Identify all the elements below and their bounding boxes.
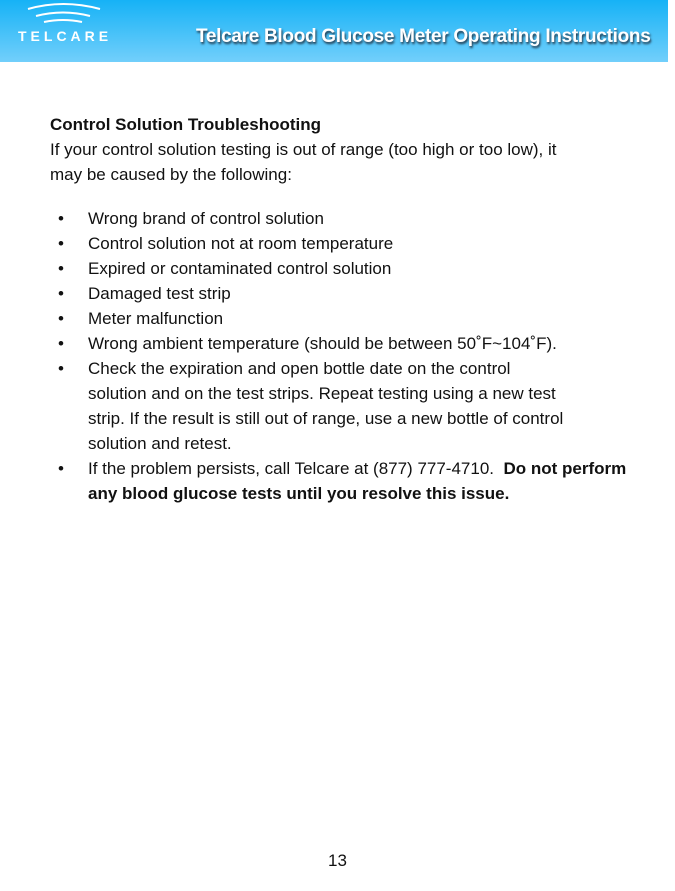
list-item: • Control solution not at room temperature xyxy=(58,234,394,253)
logo-text: TELCARE xyxy=(18,28,113,44)
list-item: • Meter malfunction xyxy=(58,309,224,328)
cause-list xyxy=(50,206,630,506)
page-header xyxy=(0,0,668,62)
list-item: • Wrong brand of control solution xyxy=(58,209,324,228)
section-title: Control Solution Troubleshooting xyxy=(50,115,322,134)
intro-paragraph: If your control solution testing is out of range (too high or too low), it may be caused by the following: xyxy=(50,140,557,184)
list-item: • Damaged test strip xyxy=(58,284,231,303)
page-number: 13 xyxy=(328,851,347,870)
list-item: • If the problem persists, call Telcare at (877) 777-4710. Do not perform any blood glucose tests until you resolve this issue. xyxy=(58,459,627,503)
warning-text: Do not perform any blood glucose tests until you resolve this issue. xyxy=(88,459,627,503)
list-item: • Wrong ambient temperature (should be between 50˚F~104˚F). xyxy=(58,334,557,353)
document-body xyxy=(50,112,630,506)
list-item: • Expired or contaminated control solution xyxy=(58,259,392,278)
header-title: Telcare Blood Glucose Meter Operating Instructions xyxy=(196,26,651,47)
list-item: • Check the expiration and open bottle date on the control solution and on the test strips. Repeat testing using a new test strip. If the result is still out of range, use a new bottle of control solution and retest. xyxy=(58,359,564,453)
